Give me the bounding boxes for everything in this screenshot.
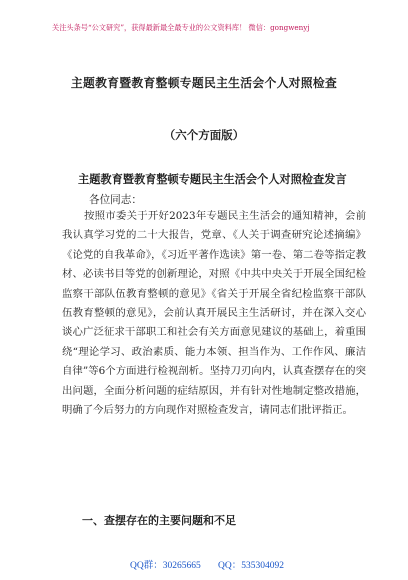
footer bbox=[0, 550, 408, 580]
salutation: 各位同志： bbox=[89, 194, 142, 206]
body-paragraph: 按照市委关于开好2023年专题民主生活会的通知精神，会前我认真学习党的二十大报告，党章、《人关于调查研究论述摘编》《论党的自我革命》，《习近平著作选读》第一卷、第二卷等指定教材、必读书目等党的创新理论，对照《中共中央关于开展全国纪检监察干部队伍教育整顿的意见》《省关于开展全省纪检监察干部队伍教育整顿的意见》，会前认真开展民主生活研讨，并在深入交心谈心广泛征求干部职工和社会有关方面意见建议的基础上，着重围绕“理论学习、政治素质、能力本领、担当作为、工作作风、廉洁自律”等6个方面进行检视剖析。坚持刀刃向内，认真查摆存在的突出问题，全面分析问题的症结原因，并有针对性地制定整改措施，明确了今后努力的方向现作对照检查发言，请同志们批评指正。 bbox=[62, 210, 366, 417]
header-note: 关注头条号“公文研究”，获得最新最全最专业的公文资料库！ 微信：gongwenyj bbox=[52, 23, 310, 32]
speech-title: 主题教育暨教育整顿专题民主生活会个人对照检查发言 bbox=[78, 172, 347, 186]
document-title: 主题教育暨教育整顿专题民主生活会个人对照检查 bbox=[70, 76, 338, 90]
document-subtitle: （六个方面版） bbox=[163, 128, 245, 142]
section-heading: 一、查摆存在的主要问题和不足 bbox=[82, 514, 236, 527]
footer-qq-group: QQ群：30265665 bbox=[130, 561, 201, 571]
footer-qq-contact: QQ：535304092 bbox=[218, 561, 284, 571]
